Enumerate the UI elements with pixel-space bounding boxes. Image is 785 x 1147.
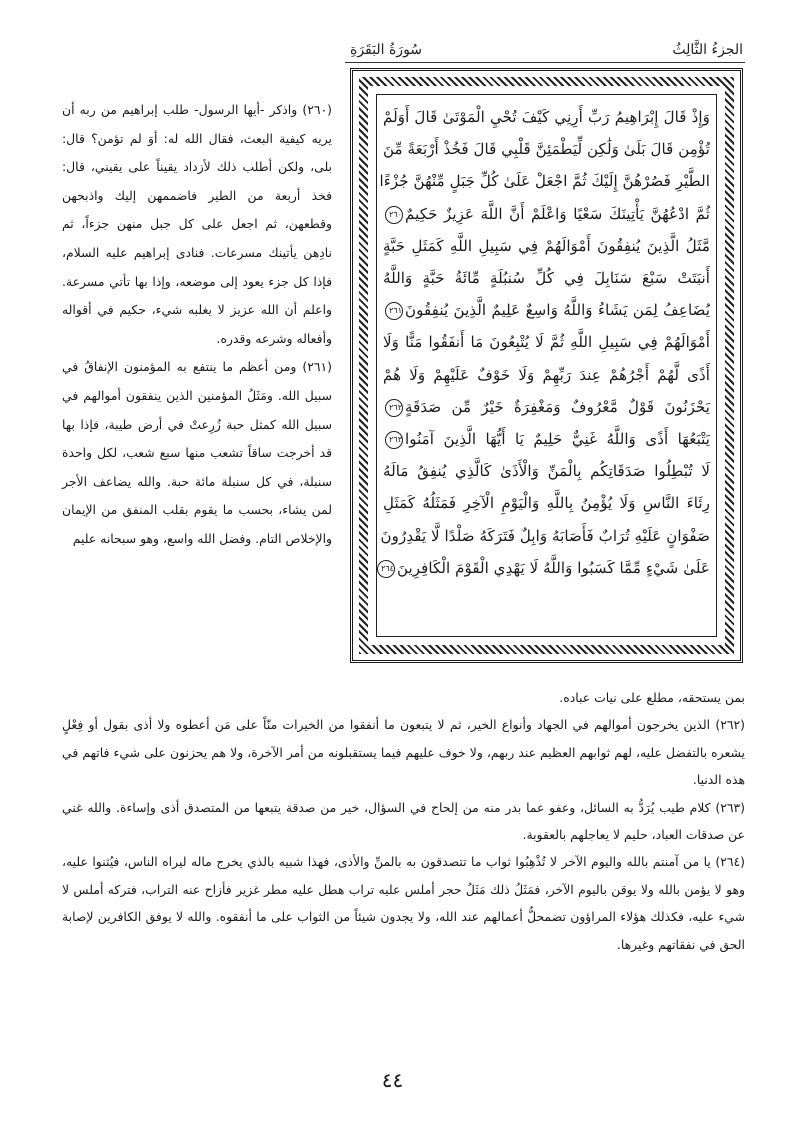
quran-line: صَفْوَانٍ عَلَيْهِ تُرَابٌ فَأَصَابَهُ وَابِلٌ فَتَرَكَهُ صَلْدًا لَّا يَقْدِرُونَ [380,526,710,545]
quran-line [383,294,710,326]
quran-line: تُؤْمِن قَالَ بَلَىٰ وَلَٰكِن لِّيَطْمَئِنَّ قَلْبِي قَالَ فَخُذْ أَرْبَعَةً مِّنَ [383,140,710,159]
juz-label: الجزءُ الثَّالِثُ [672,42,743,58]
ayah-marker: ٢٦٣ [385,431,403,449]
quran-frame [350,68,743,663]
quran-line: وَإِذْ قَالَ إِبْرَاهِيمُ رَبِّ أَرِنِي كَيْفَ تُحْيِ الْمَوْتَىٰ قَالَ أَوَلَمْ [383,108,710,126]
commentary-paragraph: (٢٦٣) كلام طيب يُرَدُّ به السائل، وعفو عما بدر منه من إلحاح في السؤال، خير من صدقة يتبعها من المتصدق أذى وإساءة. والله غني عن صدقات العباد، حليم لا يعاجلهم بالعقوبة. [62,799,745,843]
quran-line: أَمْوَالَهُمْ فِي سَبِيلِ اللَّهِ ثُمَّ لَا يُتْبِعُونَ مَا أَنفَقُوا مَنًّا وَلَا [383,333,710,352]
quran-line [383,198,710,230]
quran-line [383,552,710,584]
commentary-paragraph: بمن يستحقه، مطلع على نيات عباده. [559,690,745,705]
quran-line: لَا تُبْطِلُوا صَدَقَاتِكُم بِالْمَنِّ وَالْأَذَىٰ كَالَّذِي يُنفِقُ مَالَهُ [383,462,710,481]
quran-line [383,423,710,455]
quran-line: الطَّيْرِ فَصُرْهُنَّ إِلَيْكَ ثُمَّ اجْعَلْ عَلَىٰ كُلِّ جَبَلٍ مِّنْهُنَّ جُزْءًا [379,172,710,191]
surah-label: سُورَةُ البَقَرَةِ [350,42,423,58]
quran-line: أَنبَتَتْ سَبْعَ سَنَابِلَ فِي كُلِّ سُنبُلَةٍ مِّائَةُ حَبَّةٍ وَاللَّهُ [383,269,710,288]
ornamental-border [359,77,734,654]
quran-line-text: يُضَاعِفُ لِمَن يَشَاءُ وَاللَّهُ وَاسِعٌ عَلِيمٌ الَّذِينَ يُنفِقُونَ [405,301,710,320]
quran-line: رِئَاءَ النَّاسِ وَلَا يُؤْمِنُ بِاللَّهِ وَالْيَوْمِ الْآخِرِ فَمَثَلُهُ كَمَثَلِ [383,494,710,513]
quran-line: أَذًى لَّهُمْ أَجْرُهُمْ عِندَ رَبِّهِمْ وَلَا خَوْفٌ عَلَيْهِمْ وَلَا هُمْ [383,365,710,384]
ayah-marker: ٢٦١ [385,302,403,320]
header-divider [345,62,745,63]
quran-line-text: ثُمَّ ادْعُهُنَّ يَأْتِينَكَ سَعْيًا وَاعْلَمْ أَنَّ اللَّهَ عَزِيزٌ حَكِيمٌ [405,204,710,223]
commentary-paragraph: (٢٦٤) يا من آمنتم بالله واليوم الآخر لا تُذْهِبُوا ثواب ما تتصدقون به بالمنِّ والأذى، فهذا شبيه بالذي يخرج ماله ليراه الناس، فيُثنوا عليه، وهو لا يؤمن بالله ولا يوقن باليوم الآخر، فمَثَلُ ذلك مَثَلُ حجر أملس عليه تراب هطل عليه مطر غزير فأزاح عنه التراب، فتركه أملس لا شيء عليه، فكذلك هؤلاء المراؤون تضمحلُّ أعمالهم عند الله، ولا يجدون شيئاً من الثواب على ما أنفقوه. والله لا يوفق الكافرين لإصابة الحق في نفقاتهم وغيرها. [62,854,745,952]
side-commentary [62,96,332,554]
quran-line-text: عَلَىٰ شَيْءٍ مِّمَّا كَسَبُوا وَاللَّهُ لَا يَهْدِي الْقَوْمَ الْكَافِرِينَ [396,558,710,577]
quran-line: مَّثَلُ الَّذِينَ يُنفِقُونَ أَمْوَالَهُمْ فِي سَبِيلِ اللَّهِ كَمَثَلِ حَبَّةٍ [383,236,710,255]
quran-line-text: يَحْزَنُونَ قَوْلٌ مَّعْرُوفٌ وَمَغْفِرَةٌ خَيْرٌ مِّن صَدَقَةٍ [405,397,710,416]
quran-line [383,391,710,423]
commentary-paragraph: (٢٦٠) واذكر -أيها الرسول- طلب إبراهيم من ربه أن يريه كيفية البعث، فقال الله له: أوَ لم تؤمن؟ قال: بلى، ولكن أطلب ذلك لأزداد يقيناً على يقيني، قال: فخذ أربعة من الطير فاضممهن إليك واذبحهن وقطعهن، ثم اجعل على كل جبل منهن جزءاً، ثم نادِهن يأتينك مسرعات. فنادى إبراهيم عليه السلام، فإذا كل جزء يعود إلى موضعه، وإذا بها تأتي مسرعة. واعلم أن الله عزيز لا يغلبه شيء، حكيم في أقواله وأفعاله وشرعه وقدره. [62,102,332,346]
commentary-paragraph: (٢٦١) ومن أعظم ما ينتفع به المؤمنون الإنفاقُ في سبيل الله. ومَثَلُ المؤمنين الذين ينفقون أموالهم في سبيل الله كمثل حبة زُرِعتْ في أرض طيبة، فإذا بها قد أخرجت ساقاً تشعب منها سبع شعب، لكل واحدة سنبلة، في كل سنبلة مائة حبة. والله يضاعف الأجر لمن يشاء، بحسب ما يقوم بقلب المنفق من الإيمان والإخلاص التام. وفضل الله واسع، وهو سبحانه عليم [62,359,332,546]
page-number: ٤٤ [381,1068,404,1092]
full-commentary [62,684,745,958]
ayah-marker: ٢٦٤ [377,560,395,578]
quran-text [376,94,717,637]
commentary-paragraph: (٢٦٢) الذين يخرجون أموالهم في الجهاد وأنواع الخير، ثم لا يتبعون ما أنفقوا من الخيرات منّاً على مَن أعطوه ولا أذى بقول أو فِعْلٍ يشعره بالتفضل عليه، لهم ثوابهم العظيم عند ربهم، ولا خوف عليهم فيما يستقبلونه من أمر الآخرة، ولا هم يحزنون على شيء فاتهم في هذه الدنيا. [62,717,745,788]
quran-line-text: يَتْبَعُهَا أَذًى وَاللَّهُ غَنِيٌّ حَلِيمٌ يَا أَيُّهَا الَّذِينَ آمَنُوا [405,430,710,449]
ayah-marker: ٢٦٠ [385,206,403,224]
ayah-marker: ٢٦٢ [385,399,403,417]
